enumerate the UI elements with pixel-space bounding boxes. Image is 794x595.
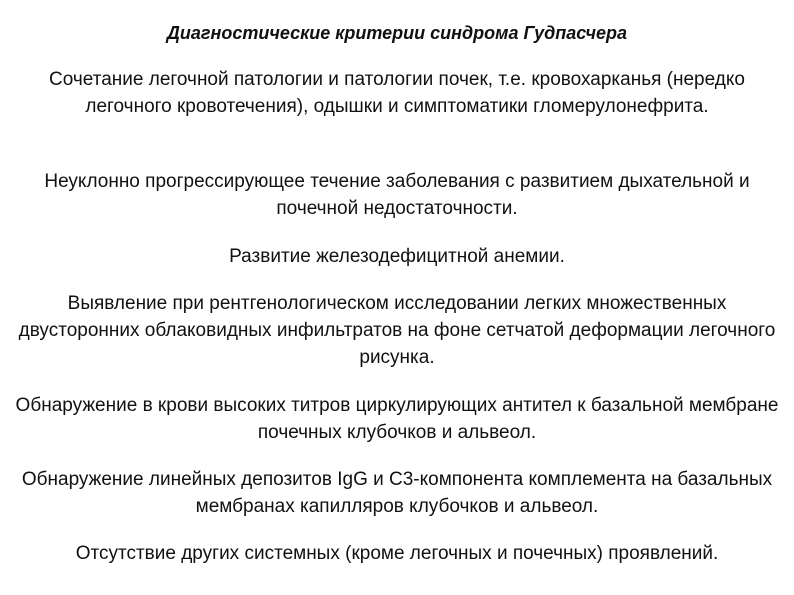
criterion-1: Сочетание легочной патологии и патологии почек, т.е. кровохарканья (нередко легочного кровотечения), одышки и симптоматики гломерулонефрита. [49, 69, 745, 117]
criterion-6: Обнаружение линейных депозитов IgG и С3-компонента комплемента на базальных мембранах капилляров клубочков и альвеол. [21, 469, 773, 517]
criterion-3: Развитие железодефицитной анемии. [229, 246, 565, 267]
criterion-2: Неуклонно прогрессирующее течение заболевания с развитием дыхательной и почечной недостаточности. [44, 171, 750, 219]
criterion-7: Отсутствие других системных (кроме легочных и почечных) проявлений. [75, 543, 719, 564]
criterion-5: Обнаружение в крови высоких титров циркулирующих антител к базальной мембране почечных клубочков и альвеол. [15, 395, 779, 443]
slide-title: Диагностические критерии синдрома Гудпасчера [166, 23, 628, 43]
criterion-4: Выявление при рентгенологическом исследовании легких множественных двусторонних облаковидных инфильтратов на фоне сетчатой деформации легочного рисунка. [18, 293, 776, 368]
